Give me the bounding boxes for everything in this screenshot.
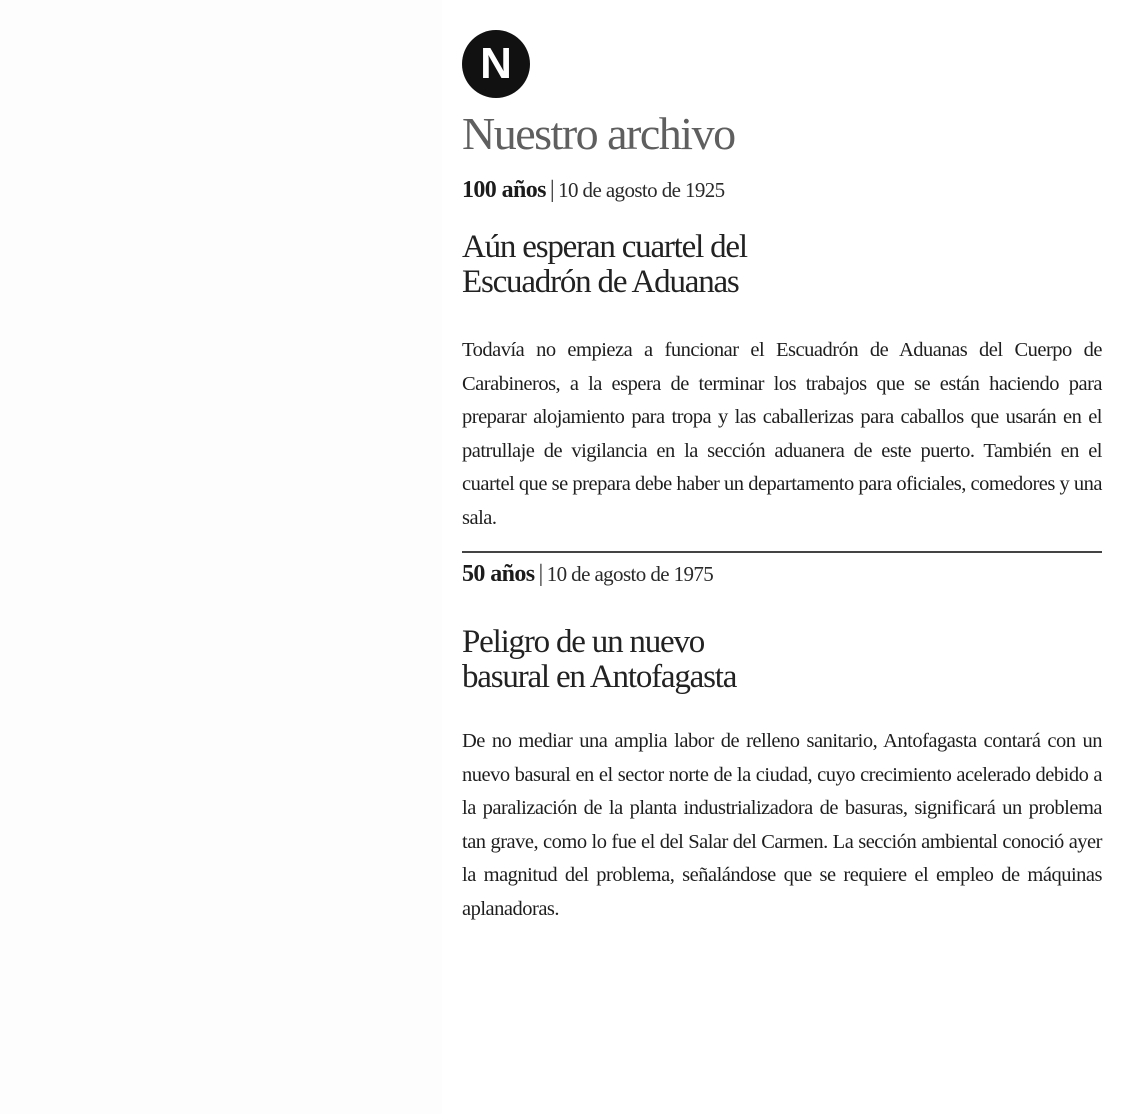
- dateline-separator: |: [538, 561, 543, 587]
- years-ago: 100 años: [462, 177, 546, 203]
- headline-line: basural en Antofagasta: [462, 659, 737, 695]
- article-date: 10 de agosto de 1925: [558, 178, 725, 202]
- article-dateline: [462, 174, 1102, 206]
- years-ago: 50 años: [462, 561, 535, 587]
- logo-letter: N: [480, 39, 512, 88]
- headline-line: Aún esperan cuartel del: [462, 229, 747, 265]
- headline-line: Escuadrón de Aduanas: [462, 264, 739, 300]
- archive-column: [462, 30, 1102, 926]
- article-divider: [462, 551, 1102, 553]
- article-headline: [462, 230, 1102, 300]
- article-body: Todavía no empieza a funcionar el Escuadrón de Aduanas del Cuerpo de Carabineros, a la espera de terminar los trabajos que se están haciendo para preparar alojamiento para tropa y las caballerizas para caballos que usarán en el patrullaje de vigilancia en la sección aduanera de este puerto. También en el cuartel que se prepara debe haber un departamento para oficiales, comedores y una sala.: [462, 339, 1102, 529]
- dateline-separator: |: [549, 177, 555, 203]
- section-title: Nuestro archivo: [462, 108, 735, 159]
- newspaper-logo: [462, 30, 530, 98]
- article-headline: [462, 625, 1102, 695]
- article-body: De no mediar una amplia labor de relleno sanitario, Antofagasta contará con un nuevo basural en el sector norte de la ciudad, cuyo crecimiento acelerado debido a la paralización de la planta industrializadora de basuras, significará un problema tan grave, como lo fue el del Salar del Carmen. La sección ambiental conoció ayer la magnitud del problema, señalándose que se requiere el empleo de máquinas aplanadoras.: [462, 730, 1102, 920]
- article-date: 10 de agosto de 1975: [546, 562, 714, 586]
- article-dateline: [462, 558, 1102, 590]
- blank-margin: [0, 0, 442, 1114]
- headline-line: Peligro de un nuevo: [462, 624, 705, 660]
